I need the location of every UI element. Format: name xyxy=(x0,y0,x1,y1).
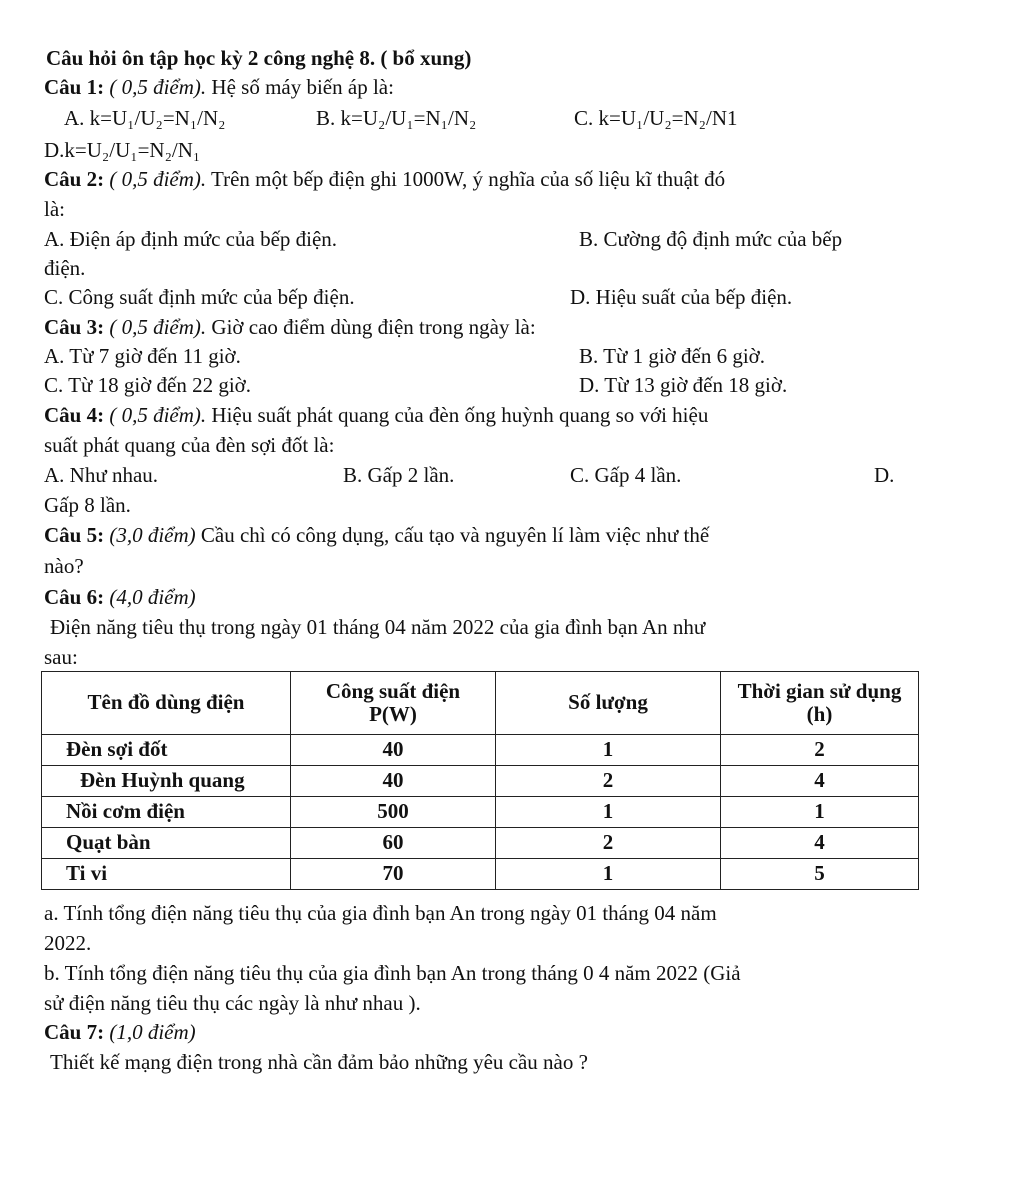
cell-hours: 4 xyxy=(721,766,919,797)
q5-label: Câu 5: xyxy=(44,523,105,547)
q2-text-line2: là: xyxy=(44,197,65,221)
cell-appliance: Ti vi xyxy=(42,859,291,890)
table-row xyxy=(42,766,919,797)
q5-points: (3,0 điểm) xyxy=(109,523,196,547)
question-1 xyxy=(44,77,394,98)
cell-appliance: Đèn sợi đốt xyxy=(42,735,291,766)
header-time-line2: (h) xyxy=(806,702,833,726)
header-power-line1: Công suất điện xyxy=(325,678,461,703)
cell-hours: 5 xyxy=(721,859,919,890)
q3-option-c: C. Từ 18 giờ đến 22 giờ. xyxy=(44,373,252,397)
cell-quantity: 1 xyxy=(496,797,721,828)
q7-text: Thiết kế mạng điện trong nhà cần đảm bảo những yêu cầu nào ? xyxy=(50,1050,588,1074)
question-6 xyxy=(44,587,196,608)
cell-power: 40 xyxy=(291,735,496,766)
q1-option-a: A. k=U₁/U₂=N₁/N₂ xyxy=(64,106,226,130)
q4-text-line2: suất phát quang của đèn sợi đốt là: xyxy=(44,433,335,457)
table-row xyxy=(42,797,919,828)
q4-option-a: A. Như nhau. xyxy=(44,463,159,487)
header-usage-time xyxy=(721,672,919,735)
table-row xyxy=(42,859,919,890)
q6-part-a-line2: 2022. xyxy=(44,931,92,955)
q2-option-b: B. Cường độ định mức của bếp xyxy=(579,227,843,251)
q6-part-a-line1: a. Tính tổng điện năng tiêu thụ của gia đình bạn An trong ngày 01 tháng 04 năm xyxy=(44,901,717,925)
q2-points: ( 0,5 điểm). xyxy=(109,167,207,191)
cell-hours: 4 xyxy=(721,828,919,859)
cell-appliance: Nồi cơm điện xyxy=(42,797,291,828)
cell-power: 60 xyxy=(291,828,496,859)
q6-label: Câu 6: xyxy=(44,585,105,609)
cell-hours: 2 xyxy=(721,735,919,766)
q3-option-b: B. Từ 1 giờ đến 6 giờ. xyxy=(579,344,766,368)
cell-hours: 1 xyxy=(721,797,919,828)
q6-points: (4,0 điểm) xyxy=(109,585,196,609)
table-row xyxy=(42,735,919,766)
q1-label: Câu 1: xyxy=(44,75,105,99)
header-power-line2: P(W) xyxy=(369,702,417,726)
q1-points: ( 0,5 điểm). xyxy=(109,75,207,99)
question-5 xyxy=(44,525,709,546)
q6-intro-line2: sau: xyxy=(44,645,78,669)
q6-intro-line1: Điện năng tiêu thụ trong ngày 01 tháng 04 năm 2022 của gia đình bạn An như xyxy=(50,615,706,639)
header-power xyxy=(291,672,496,735)
q4-option-b: B. Gấp 2 lần. xyxy=(343,463,455,487)
cell-quantity: 1 xyxy=(496,735,721,766)
q4-option-c: C. Gấp 4 lần. xyxy=(570,463,682,487)
q1-text: Hệ số máy biến áp là: xyxy=(211,75,394,99)
header-time-line1: Thời gian sử dụng xyxy=(737,678,902,703)
table-row xyxy=(42,828,919,859)
q6-part-b-line1: b. Tính tổng điện năng tiêu thụ của gia đình bạn An trong tháng 0 4 năm 2022 (Giả xyxy=(44,961,741,985)
q4-label: Câu 4: xyxy=(44,403,105,427)
q5-text-line1: Cầu chì có công dụng, cấu tạo và nguyên lí làm việc như thế xyxy=(200,523,710,547)
cell-quantity: 2 xyxy=(496,766,721,797)
electricity-usage-table xyxy=(41,671,919,890)
cell-power: 40 xyxy=(291,766,496,797)
table-header-row xyxy=(42,672,919,735)
q7-label: Câu 7: xyxy=(44,1020,105,1044)
q1-option-d: D.k=U₂/U₁=N₂/N₁ xyxy=(44,138,201,162)
q2-label: Câu 2: xyxy=(44,167,105,191)
q3-label: Câu 3: xyxy=(44,315,105,339)
q7-points: (1,0 điểm) xyxy=(109,1020,196,1044)
question-7 xyxy=(44,1022,196,1043)
q4-option-d-continued: Gấp 8 lần. xyxy=(44,493,131,517)
cell-appliance: Đèn Huỳnh quang xyxy=(42,766,291,797)
q5-text-line2: nào? xyxy=(44,554,84,578)
q1-option-b: B. k=U₂/U₁=N₁/N₂ xyxy=(316,106,477,130)
document-title: Câu hỏi ôn tập học kỳ 2 công nghệ 8. ( bổ xung) xyxy=(46,46,472,70)
cell-power: 70 xyxy=(291,859,496,890)
q2-option-c: C. Công suất định mức của bếp điện. xyxy=(44,285,355,309)
q6-part-b-line2: sử điện năng tiêu thụ các ngày là như nhau ). xyxy=(44,991,421,1015)
q4-points: ( 0,5 điểm). xyxy=(109,403,207,427)
cell-power: 500 xyxy=(291,797,496,828)
q3-option-a: A. Từ 7 giờ đến 11 giờ. xyxy=(44,344,241,368)
cell-appliance: Quạt bàn xyxy=(42,828,291,859)
q3-text: Giờ cao điểm dùng điện trong ngày là: xyxy=(211,315,536,339)
q1-option-c: C. k=U₁/U₂=N₂/N1 xyxy=(574,106,738,130)
header-quantity: Số lượng xyxy=(496,672,721,735)
q4-text-line1: Hiệu suất phát quang của đèn ống huỳnh quang so với hiệu xyxy=(211,403,709,427)
q2-option-a: A. Điện áp định mức của bếp điện. xyxy=(44,227,338,251)
cell-quantity: 2 xyxy=(496,828,721,859)
q2-option-b-continued: điện. xyxy=(44,256,86,280)
q2-option-d: D. Hiệu suất của bếp điện. xyxy=(570,285,793,309)
q2-text-line1: Trên một bếp điện ghi 1000W, ý nghĩa của số liệu kĩ thuật đó xyxy=(211,167,726,191)
header-appliance: Tên đồ dùng điện xyxy=(42,672,291,735)
question-4 xyxy=(44,405,708,426)
cell-quantity: 1 xyxy=(496,859,721,890)
q3-points: ( 0,5 điểm). xyxy=(109,315,207,339)
question-2 xyxy=(44,169,725,190)
question-3 xyxy=(44,317,536,338)
q3-option-d: D. Từ 13 giờ đến 18 giờ. xyxy=(579,373,788,397)
q4-option-d: D. xyxy=(874,463,895,487)
